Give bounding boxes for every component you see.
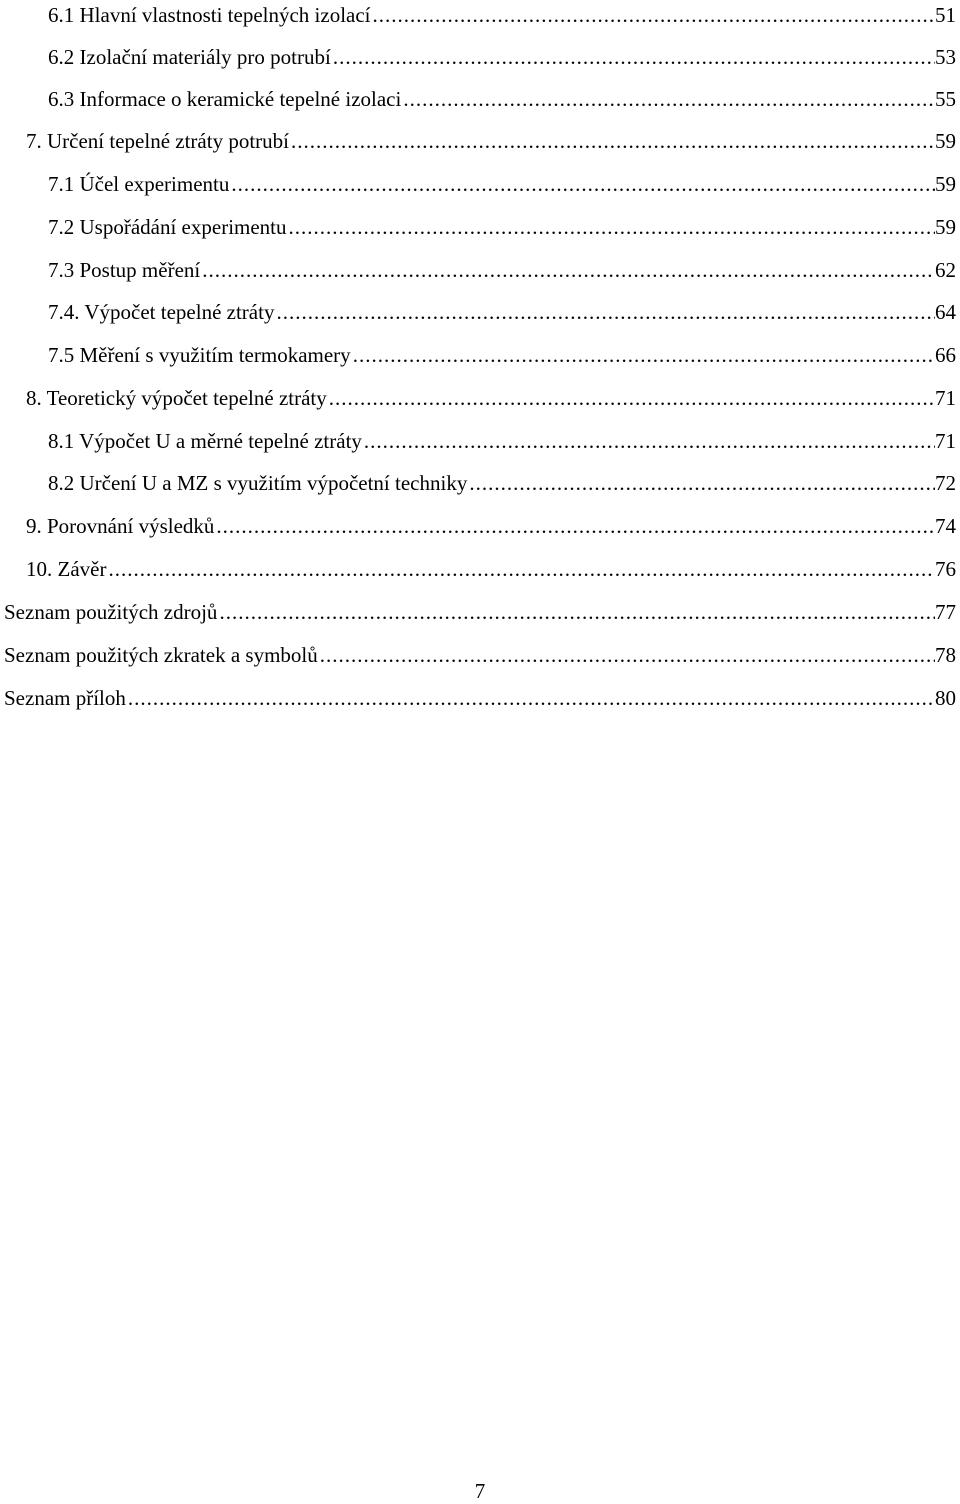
toc-entry-page: 62 (935, 258, 956, 282)
toc-entry-page: 55 (935, 87, 956, 111)
toc-dot-leader (362, 426, 935, 456)
toc-entry-title: 7.5 Měření s využitím termokamery (48, 343, 351, 367)
toc-entry-page: 66 (935, 343, 956, 367)
toc-entry[interactable] (4, 683, 956, 713)
toc-entry-title: 6.1 Hlavní vlastnosti tepelných izolací (48, 3, 371, 27)
toc-entry-page: 74 (935, 514, 956, 538)
toc-entry-title: 7. Určení tepelné ztráty potrubí (26, 129, 289, 153)
toc-entry-title: 9. Porovnání výsledků (26, 514, 215, 538)
toc-dot-leader (289, 126, 935, 156)
toc-entry-title: 8. Teoretický výpočet tepelné ztráty (26, 386, 327, 410)
toc-entry[interactable] (48, 212, 956, 242)
toc-entry[interactable] (48, 84, 956, 114)
toc-entry[interactable] (48, 297, 956, 327)
toc-entry[interactable] (4, 597, 956, 627)
toc-entry-title: 8.1 Výpočet U a měrné tepelné ztráty (48, 429, 362, 453)
toc-entry-title: 6.3 Informace o keramické tepelné izolaci (48, 87, 402, 111)
toc-entry[interactable] (48, 426, 956, 456)
toc-entry-page: 59 (935, 129, 956, 153)
toc-dot-leader (126, 683, 935, 713)
toc-dot-leader (229, 169, 935, 199)
toc-dot-leader (287, 212, 935, 242)
toc-entry-page: 78 (935, 643, 956, 667)
toc-entry-page: 71 (935, 429, 956, 453)
toc-entry-title: 7.2 Uspořádání experimentu (48, 215, 287, 239)
toc-dot-leader (106, 554, 935, 584)
toc-entry-title: Seznam příloh (4, 686, 126, 710)
toc-entry-page: 76 (935, 557, 956, 581)
toc-entry-title: 8.2 Určení U a MZ s využitím výpočetní techniky (48, 471, 468, 495)
toc-entry-title: 7.4. Výpočet tepelné ztráty (48, 300, 275, 324)
toc-entry[interactable] (26, 554, 956, 584)
toc-entry-title: Seznam použitých zkratek a symbolů (4, 643, 318, 667)
toc-dot-leader (217, 597, 935, 627)
toc-dot-leader (467, 468, 935, 498)
toc-dot-leader (401, 84, 935, 114)
toc-dot-leader (351, 340, 935, 370)
toc-entry-title: Seznam použitých zdrojů (4, 600, 218, 624)
toc-entry[interactable] (48, 0, 956, 30)
toc-entry[interactable] (48, 340, 956, 370)
toc-dot-leader (274, 297, 935, 327)
toc-entry-page: 77 (935, 600, 956, 624)
toc-entry-title: 10. Závěr (26, 557, 107, 581)
toc-entry[interactable] (48, 255, 956, 285)
toc-entry-page: 80 (935, 686, 956, 710)
toc-entry[interactable] (48, 42, 956, 72)
toc-entry[interactable] (4, 640, 956, 670)
toc-entry-page: 72 (935, 471, 956, 495)
toc-entry-page: 59 (935, 215, 956, 239)
toc-entry[interactable] (26, 383, 956, 413)
toc-entry-page: 59 (935, 172, 956, 196)
toc-dot-leader (371, 0, 935, 30)
toc-entry-title: 7.1 Účel experimentu (48, 172, 230, 196)
toc-entry-page: 64 (935, 300, 956, 324)
page-number: 7 (474, 1479, 486, 1503)
toc-entry[interactable] (48, 468, 956, 498)
toc-entry[interactable] (26, 126, 956, 156)
toc-entry-page: 53 (935, 45, 956, 69)
toc-entry[interactable] (48, 169, 956, 199)
toc-entry-page: 51 (935, 3, 956, 27)
toc-entry-page: 71 (935, 386, 956, 410)
toc-dot-leader (200, 255, 935, 285)
toc-dot-leader (327, 383, 935, 413)
toc-entry[interactable] (26, 511, 956, 541)
toc-entry-title: 7.3 Postup měření (48, 258, 201, 282)
toc-dot-leader (331, 42, 935, 72)
toc-entry-title: 6.2 Izolační materiály pro potrubí (48, 45, 331, 69)
toc-dot-leader (318, 640, 935, 670)
toc-dot-leader (214, 511, 935, 541)
